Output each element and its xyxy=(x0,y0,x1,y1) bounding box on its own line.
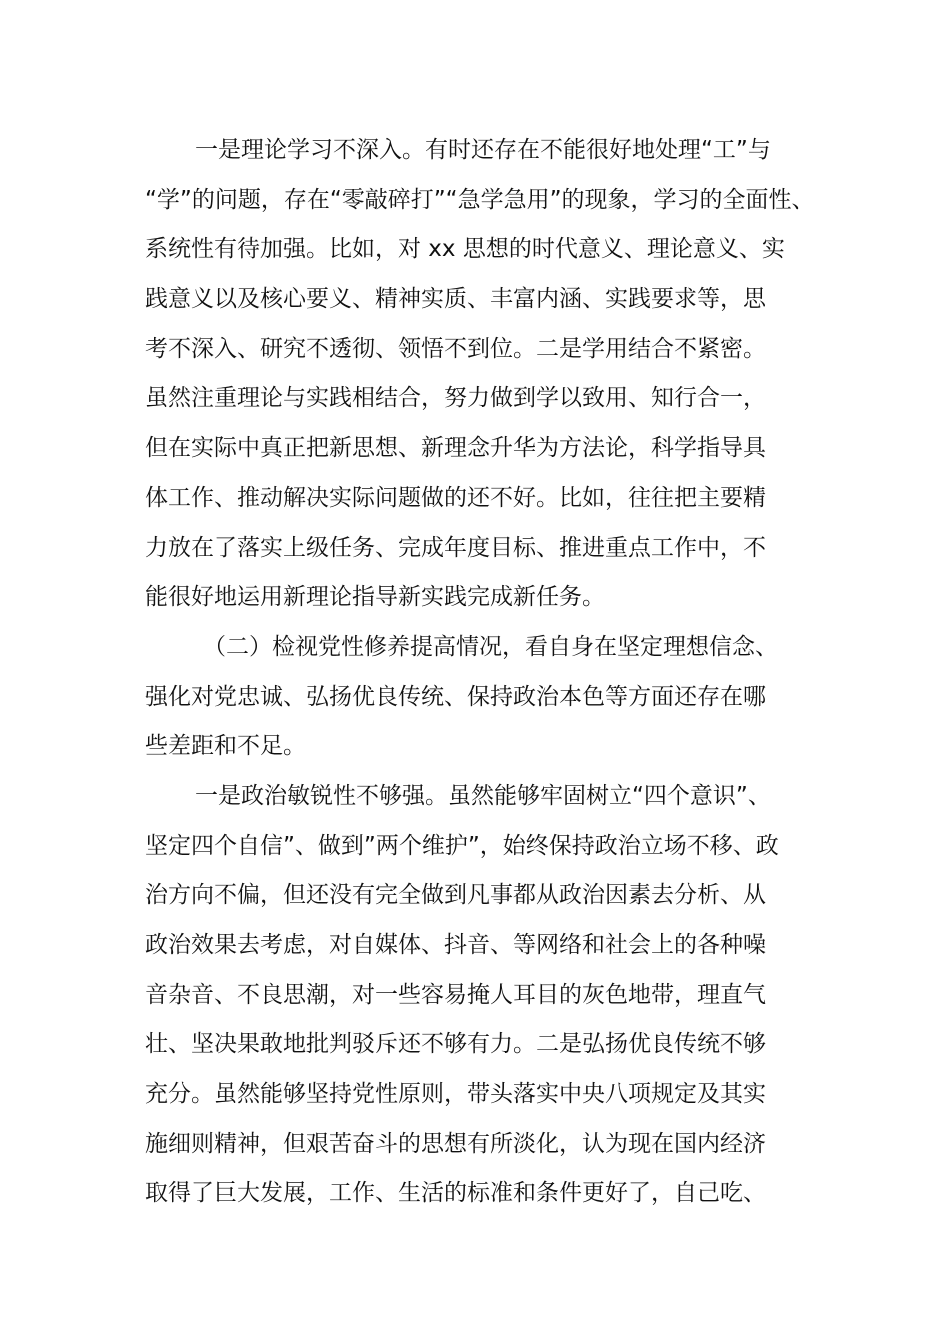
paragraph-line: “学”的问题，存在“零敲碎打”“急学急用”的现象，学习的全面性、 xyxy=(145,186,815,213)
paragraph-line: 充分。虽然能够坚持党性原则，带头落实中央八项规定及其实 xyxy=(145,1081,766,1108)
paragraph-line: 治方向不偏，但还没有完全做到凡事都从政治因素去分析、从 xyxy=(145,882,766,909)
section-heading-line: 些差距和不足。 xyxy=(145,733,306,760)
paragraph-line: 取得了巨大发展，工作、生活的标准和条件更好了，自己吃、 xyxy=(145,1180,766,1207)
paragraph-line: 政治效果去考虑，对自媒体、抖音、等网络和社会上的各种噪 xyxy=(145,932,766,958)
paragraph-line: 施细则精神，但艰苦奋斗的思想有所淡化，认为现在国内经济 xyxy=(145,1130,766,1157)
paragraph-line: 体工作、推动解决实际问题做的还不好。比如，往往把主要精 xyxy=(145,484,766,511)
paragraph-line: 系统性有待加强。比如，对 xx 思想的时代意义、理论意义、实 xyxy=(145,236,785,263)
paragraph-line: 力放在了落实上级任务、完成年度目标、推进重点工作中，不 xyxy=(145,534,766,561)
paragraph-line: 践意义以及核心要义、精神实质、丰富内涵、实践要求等，思 xyxy=(145,286,766,313)
paragraph-line: 坚定四个自信”、做到”两个维护”，始终保持政治立场不移、政 xyxy=(145,832,779,859)
section-heading-line: 强化对党忠诚、弘扬优良传统、保持政治本色等方面还存在哪 xyxy=(145,683,766,710)
section-heading-line: （二）检视党性修养提高情况，看自身在坚定理想信念、 xyxy=(203,633,778,660)
paragraph-line: 考不深入、研究不透彻、领悟不到位。二是学用结合不紧密。 xyxy=(145,335,766,362)
paragraph-line: 但在实际中真正把新思想、新理念升华为方法论，科学指导具 xyxy=(145,435,766,462)
paragraph-line: 虽然注重理论与实践相结合，努力做到学以致用、知行合一， xyxy=(145,385,766,412)
paragraph-line: 一是理论学习不深入。有时还存在不能很好地处理“工”与 xyxy=(195,137,771,163)
paragraph-line: 音杂音、不良思潮，对一些容易掩人耳目的灰色地带，理直气 xyxy=(145,981,766,1008)
paragraph-line: 壮、坚决果敢地批判驳斥还不够有力。二是弘扬优良传统不够 xyxy=(145,1031,766,1058)
paragraph-line: 一是政治敏锐性不够强。虽然能够牢固树立“四个意识”、 xyxy=(195,782,771,809)
document-body xyxy=(145,126,815,1219)
paragraph-line: 能很好地运用新理论指导新实践完成新任务。 xyxy=(145,584,605,611)
